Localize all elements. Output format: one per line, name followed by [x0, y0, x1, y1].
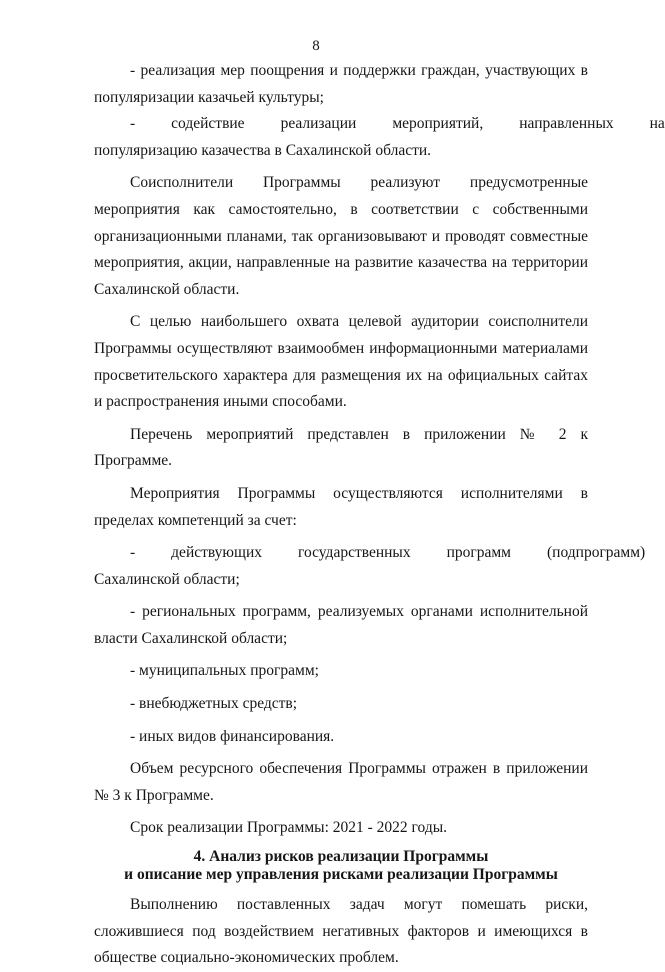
word: мероприятий, [392, 115, 484, 133]
paragraph-extra-budget: - внебюджетных средств; [130, 695, 298, 713]
paragraph-state-programs-line [94, 540, 646, 567]
word: - [130, 544, 136, 562]
paragraph-risks: Выполнению поставленных задач могут помешать риски, сложившиеся под воздействием негативных факторов и имеющихся в обществе социально-экономических проблем. [94, 896, 588, 967]
paragraph-resources: Объем ресурсного обеспечения Программы отражен в приложении № 3 к Программе. [94, 760, 588, 804]
word: - [130, 115, 136, 133]
paragraph-encouragement: - реализация мер поощрения и поддержки граждан, участвующих в популяризации казачьей культуры; [94, 62, 588, 106]
paragraph-activities-list: Перечень мероприятий представлен в приложении № 2 к Программе. [94, 425, 588, 470]
word: реализации [280, 115, 357, 133]
paragraph-other-funding: - иных видов финансирования. [130, 727, 335, 745]
paragraph-timeline: Срок реализации Программы: 2021 - 2022 годы. [130, 819, 448, 837]
page-number: 8 [312, 38, 320, 54]
word: действующих [171, 544, 262, 562]
word: государственных [298, 544, 411, 562]
word: направленных [519, 115, 614, 133]
word: содействие [171, 115, 245, 133]
word: программ [446, 544, 511, 562]
paragraph-co-executors: Соисполнители Программы реализуют предусмотренные мероприятия как самостоятельно, в соответствии с собственными организационными планами, так организовывают и проводят совместные мероприятия, акции, направленные на развитие казачества на территории Сахалинской области. [94, 174, 588, 298]
document-body [94, 58, 665, 972]
paragraph-assistance-line [94, 111, 665, 138]
paragraph-regional-programs: - региональных программ, реализуемых органами исполнительной власти Сахалинской области; [94, 603, 588, 647]
paragraph-municipal-programs: - муниципальных программ; [130, 662, 319, 680]
paragraph-competence: Мероприятия Программы осуществляются исполнителями в пределах компетенций за счет: [94, 484, 588, 529]
word: (подпрограмм) [547, 544, 646, 562]
paragraph-audience: С целью наибольшего охвата целевой аудитории соисполнители Программы осуществляют взаимообмен информационными материалами просветительского характера для размещения их на официальных сайтах и распространения иными способами. [94, 313, 588, 411]
word: на [649, 115, 665, 133]
paragraph-state-programs-continuation: Сахалинской области; [94, 570, 240, 588]
section-heading [94, 848, 588, 884]
section-heading-line1: 4. Анализ рисков реализации Программы [193, 848, 489, 866]
section-heading-line2: и описание мер управления рисками реализации Программы [124, 866, 558, 884]
paragraph-assistance-continuation: популяризацию казачества в Сахалинской области. [94, 141, 432, 159]
